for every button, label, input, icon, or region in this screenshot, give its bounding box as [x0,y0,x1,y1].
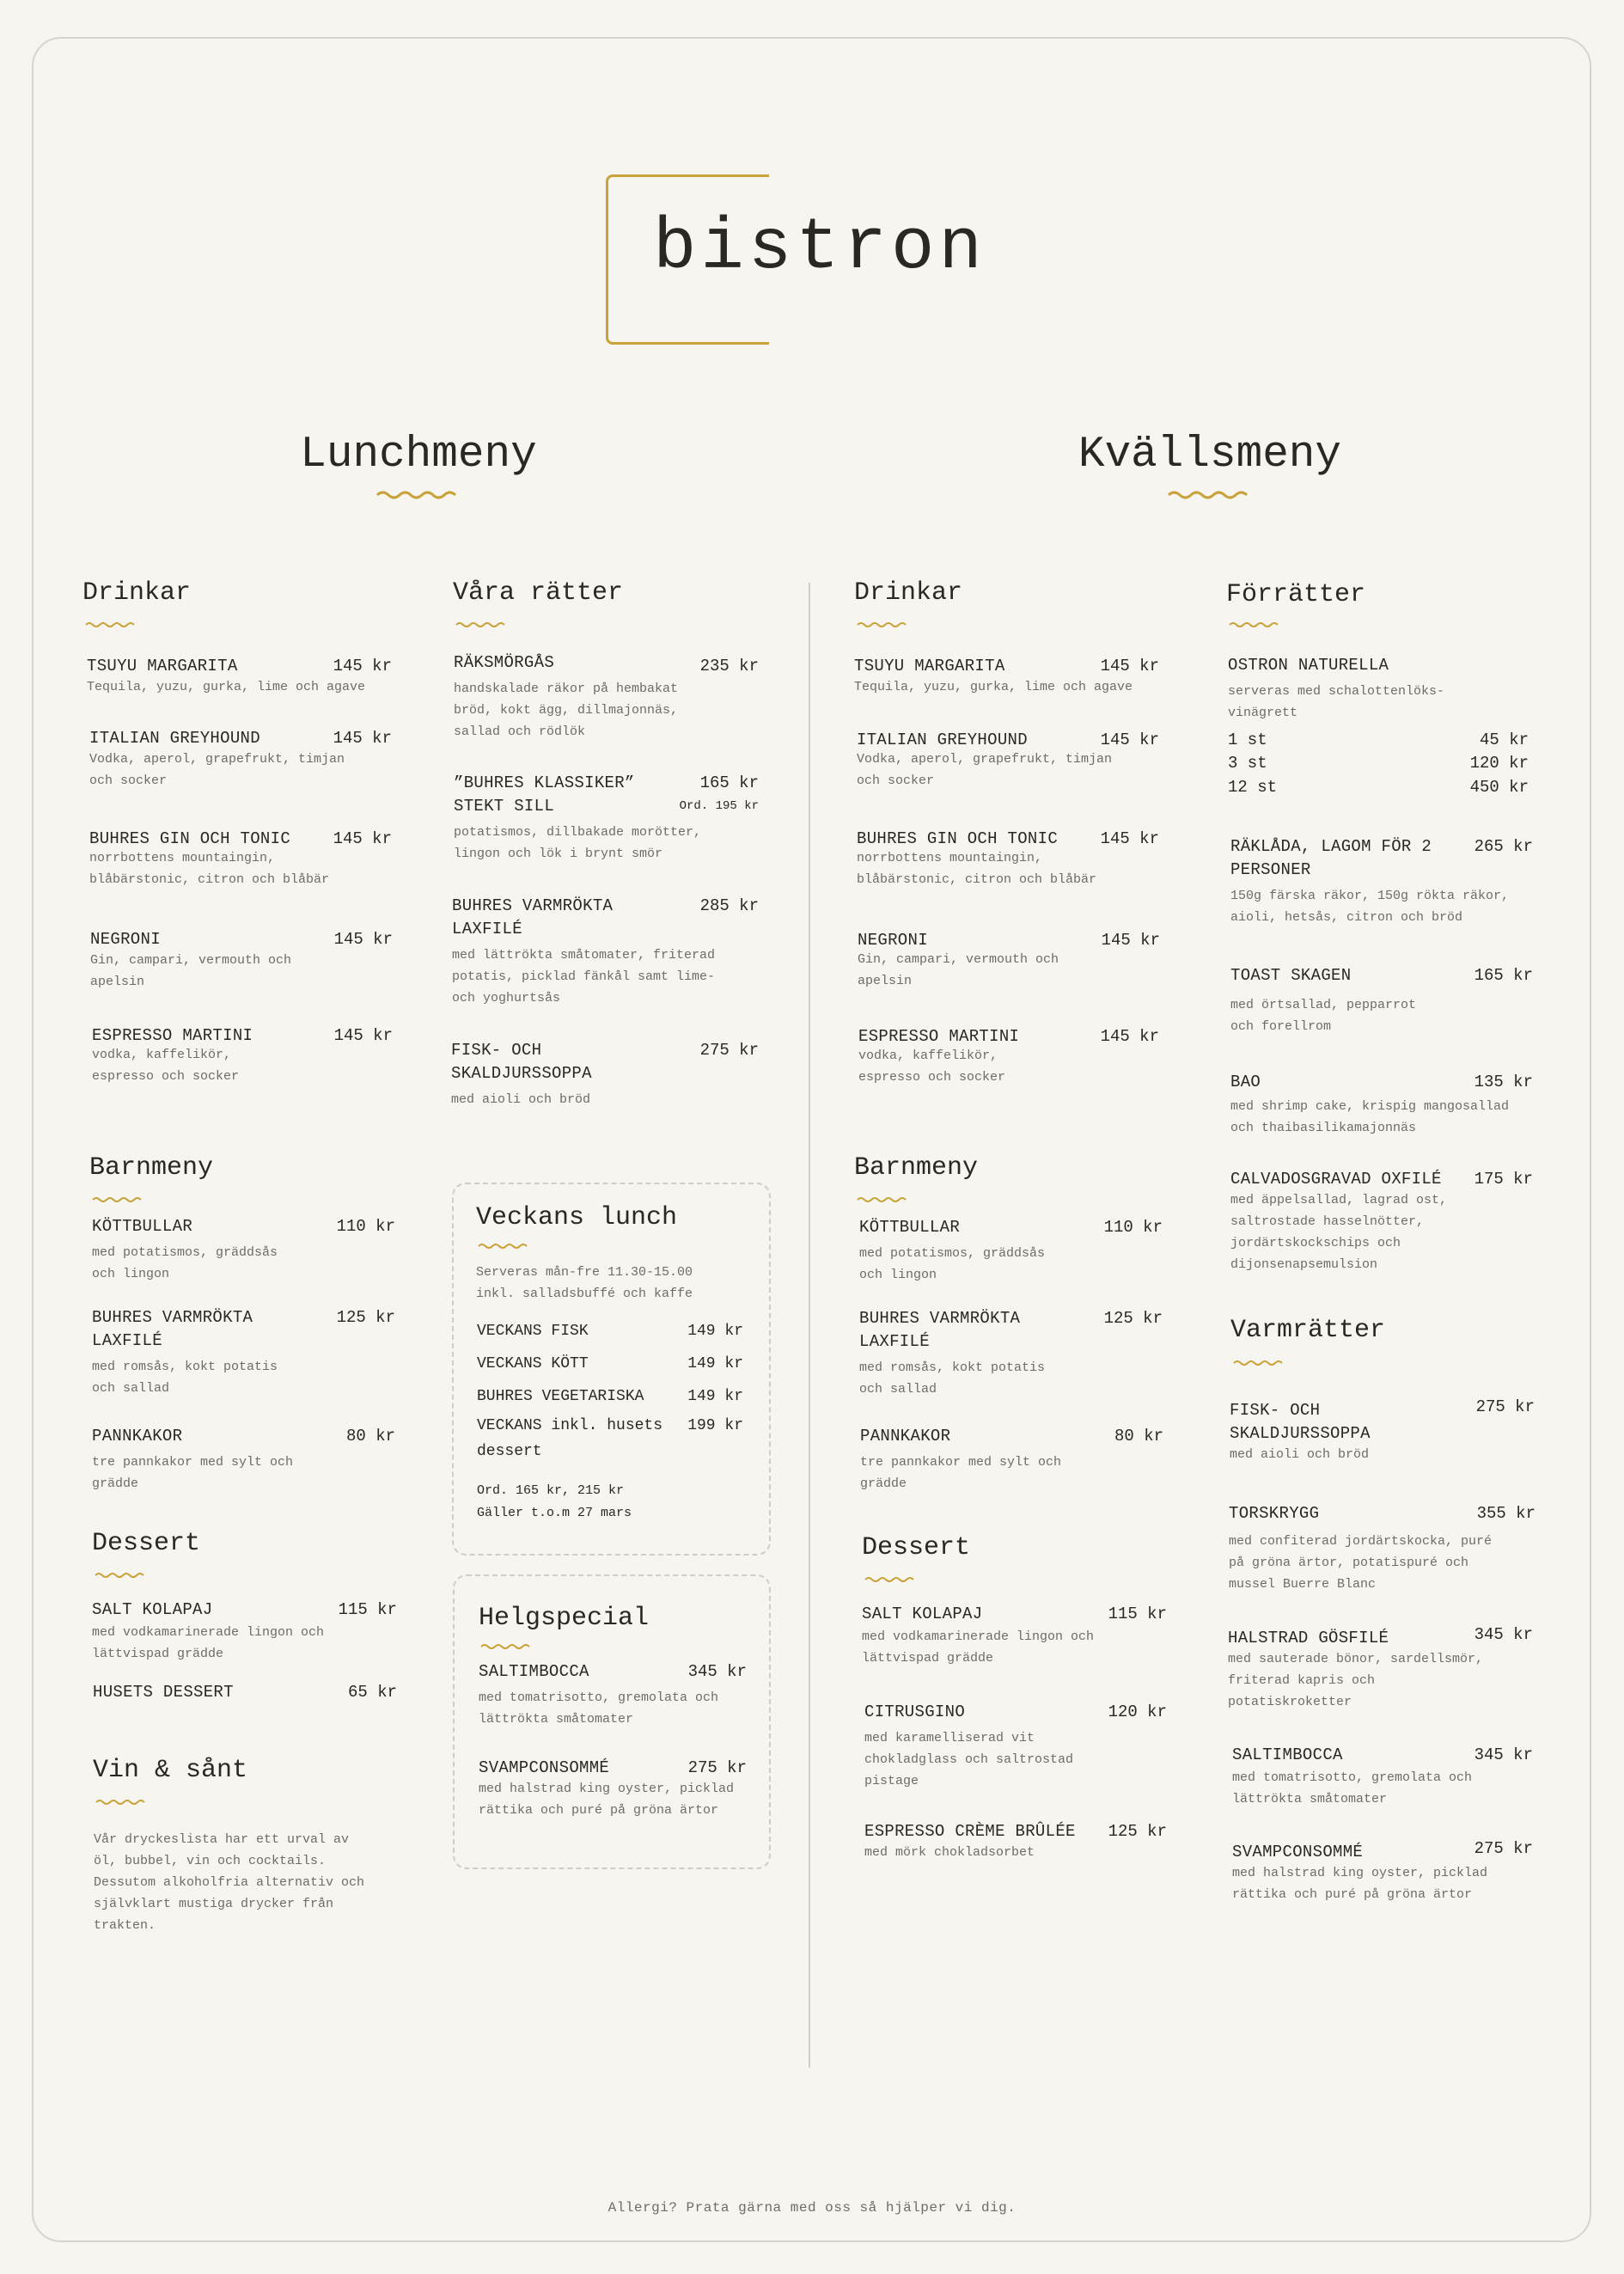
lunch-kids-wave [91,1195,146,1204]
item-name: BUHRES GIN OCH TONIC [857,829,1059,848]
dinner-drinks-wave [856,620,911,629]
weekend-special-heading: Helgspecial [479,1604,650,1633]
item-price: 125 kr [1108,1822,1167,1841]
item-price: 275 kr [1474,1839,1533,1858]
item-name: ”BUHRES KLASSIKER” STEKT SILL [454,773,635,816]
dinner-mains-wave [1232,1359,1287,1367]
item-name: NEGRONI [90,930,161,949]
dinner-main-item [1232,1744,1533,1810]
item-price: 125 kr [336,1308,395,1327]
item-name: PANNKAKOR [92,1427,183,1446]
item-name: RÄKLÅDA, LAGOM FÖR 2 PERSONER [1230,837,1432,879]
dinner-drink-item [857,828,1159,890]
item-price: 235 kr [699,657,759,675]
item-name: ESPRESSO MARTINI [858,1027,1020,1046]
dinner-kids-wave [856,1195,911,1204]
item-desc: vodka, kaffelikör, espresso och socker [92,1048,240,1084]
item-name: PANNKAKOR [860,1427,951,1446]
item-name: BUHRES VARMRÖKTA LAXFILÉ [92,1308,253,1350]
item-price: 145 kr [333,657,392,675]
dinner-dessert-item [862,1603,1167,1669]
item-price: 145 kr [1101,931,1160,950]
lunch-kids-heading: Barnmeny [89,1153,214,1183]
item-desc: med sauterade bönor, sardellsmör, friterad kapris och potatiskroketter [1228,1652,1484,1709]
item-price: 175 kr [1474,1170,1533,1189]
item-name: SALTIMBOCCA [479,1662,589,1681]
dinner-main-item [1228,1627,1533,1713]
dinner-menu-title: Kvällsmeny [1078,431,1342,480]
item-desc: med shrimp cake, krispig mangosallad och thaibasilikamajonnäs [1230,1099,1510,1135]
dinner-drinks-heading: Drinkar [854,578,963,608]
item-price: 355 kr [1476,1504,1535,1523]
item-price: 135 kr [1474,1073,1533,1091]
item-name: RÄKSMÖRGÅS [454,653,555,672]
item-name: TSUYU MARGARITA [87,657,238,675]
dinner-kids-heading: Barnmeny [854,1153,979,1183]
item-price: 145 kr [333,1026,393,1045]
item-price: 165 kr [699,773,759,792]
item-name: SALT KOLAPAJ [92,1600,213,1619]
item-name: TOAST SKAGEN [1230,966,1352,985]
item-name: BUHRES GIN OCH TONIC [89,829,291,848]
item-desc: med romsås, kokt potatis och sallad [859,1360,1046,1397]
lunch-drinks-heading: Drinkar [82,578,192,608]
dinner-dessert-wave [864,1575,919,1584]
item-desc: norrbottens mountaingin, blåbärstonic, citron och blåbär [857,851,1097,887]
lunch-drink-item [92,1024,393,1087]
item-name: FISK- OCH SKALDJURSSOPPA [1230,1401,1371,1443]
item-desc: Vodka, aperol, grapefrukt, timjan och socker [857,752,1113,788]
item-desc: Tequila, yuzu, gurka, lime och agave [854,680,1133,694]
item-name: BUHRES VARMRÖKTA LAXFILÉ [452,896,614,938]
lunch-dessert-heading: Dessert [92,1529,201,1558]
item-name: SALTIMBOCCA [1232,1745,1343,1764]
item-name: SVAMPCONSOMMÉ [1232,1843,1364,1861]
item-price: 145 kr [1100,657,1159,675]
weekend-special-wave [479,1642,534,1651]
item-desc: tre pannkakor med sylt och grädde [860,1455,1062,1491]
item-desc: Tequila, yuzu, gurka, lime och agave [87,680,366,694]
item-name: NEGRONI [858,931,928,950]
option-price: 450 kr [1469,778,1529,797]
item-price: 80 kr [345,1427,395,1446]
row-name: VECKANS FISK [477,1323,589,1340]
item-name: HUSETS DESSERT [93,1683,234,1702]
weekend-special-item [479,1660,747,1730]
item-name: CITRUSGINO [864,1702,966,1721]
item-desc: med lättrökta småtomater, friterad potatis, picklad fänkål samt lime- och yoghurtsås [452,948,716,1006]
item-price: 145 kr [1100,730,1159,749]
lunch-title-wave [375,489,461,501]
lunch-wine-text: Vår dryckeslista har ett urval av öl, bubbel, vin och cocktails. Dessutom alkoholfria alternativ och självklart mustiga drycker från trakten. [94,1832,365,1933]
allergy-footer: Allergi? Prata gärna med oss så hjälper vi dig. [607,2200,1017,2216]
item-name: KÖTTBULLAR [859,1218,961,1237]
lunch-kids-item [92,1215,395,1285]
dinner-drink-item [854,655,1159,698]
lunch-dessert-item [92,1599,397,1665]
lunch-drink-item [89,828,392,890]
option-qty: 12 st [1228,778,1278,797]
option-qty: 3 st [1228,754,1267,773]
item-price: 165 kr [1474,966,1533,985]
item-desc: med karamelliserad vit chokladglass och saltrostad pistage [864,1731,1074,1788]
item-name: CALVADOSGRAVAD OXFILÉ [1230,1170,1442,1189]
item-desc: med vodkamarinerade lingon och lättvispad grädde [92,1625,325,1661]
dinner-drink-item [858,1025,1159,1088]
lunch-drinks-wave [84,620,139,629]
lunch-menu-title: Lunchmeny [300,431,537,480]
dinner-starter-item [1230,835,1533,928]
item-name: BAO [1230,1073,1261,1091]
weekly-lunch-box [452,1183,771,1556]
item-price: 65 kr [347,1683,397,1702]
lunch-dish-item [454,651,759,743]
dinner-starter-item [1230,1168,1533,1275]
item-desc: norrbottens mountaingin, blåbärstonic, citron och blåbär [89,851,330,887]
item-price: 285 kr [699,896,759,915]
dinner-kids-item [859,1307,1163,1400]
lunch-kids-item [92,1425,395,1495]
item-price: 110 kr [1103,1218,1163,1237]
item-desc: med romsås, kokt potatis och sallad [92,1360,278,1396]
dinner-dessert-item [864,1820,1167,1863]
lunch-dish-item [452,895,759,1009]
weekend-special-box [453,1574,771,1869]
dinner-starter-item [1230,964,1533,1037]
dinner-dessert-item [864,1701,1167,1792]
item-desc: med tomatrisotto, gremolata och lättrökta småtomater [1232,1770,1473,1806]
row-price: 149 kr [687,1323,743,1340]
oyster-option-row [1228,776,1529,799]
dinner-kids-item [860,1425,1163,1495]
option-price: 120 kr [1469,754,1529,773]
item-price: 125 kr [1103,1309,1163,1328]
item-ord-price: Ord. 195 kr [679,799,759,813]
item-name: SALT KOLAPAJ [862,1605,983,1623]
item-name: BUHRES VARMRÖKTA LAXFILÉ [859,1309,1021,1351]
lunch-dessert-wave [94,1571,149,1580]
item-desc: med vodkamarinerade lingon och lättvispad grädde [862,1629,1095,1666]
lunch-dishes-heading: Våra rätter [453,578,624,608]
lunch-drink-item [90,928,393,993]
weekly-lunch-row [477,1413,743,1464]
item-desc: med tomatrisotto, gremolata och lättrökta småtomater [479,1690,719,1727]
item-desc: med äppelsallad, lagrad ost, saltrostade hasselnötter, jordärtskockschips och dijonsenapsemulsion [1230,1193,1448,1272]
item-desc: tre pannkakor med sylt och grädde [92,1455,294,1491]
row-name: VECKANS KÖTT [477,1355,589,1372]
item-desc: vodka, kaffelikör, espresso och socker [858,1048,1006,1085]
item-desc: med potatismos, gräddsås och lingon [92,1245,278,1281]
item-price: 110 kr [336,1217,395,1236]
item-price: 145 kr [333,829,392,848]
dinner-starters-wave [1228,620,1283,629]
dinner-title-wave [1167,489,1253,501]
item-name: ITALIAN GREYHOUND [857,730,1028,749]
row-price: 149 kr [687,1388,743,1405]
item-desc: med halstrad king oyster, picklad rättika och puré på gröna ärtor [479,1782,735,1818]
lunch-kids-item [92,1306,395,1399]
lunch-dishes-wave [455,620,510,629]
lunch-wine-heading: Vin & sånt [93,1756,248,1785]
item-price: 145 kr [1100,829,1159,848]
item-desc: potatismos, dillbakade morötter, lingon och lök i brynt smör [454,825,702,861]
dinner-drink-item [858,929,1160,992]
item-desc: med aioli och bröd [1230,1447,1370,1462]
dinner-mains-heading: Varmrätter [1230,1316,1386,1345]
item-price: 275 kr [1475,1397,1535,1416]
item-name: TORSKRYGG [1229,1504,1320,1523]
dinner-main-item [1230,1399,1535,1465]
item-desc: med halstrad king oyster, picklad rättika och puré på gröna ärtor [1232,1866,1488,1902]
item-desc: med confiterad jordärtskocka, puré på gröna ärtor, potatispuré och mussel Buerre Blanc [1229,1534,1493,1592]
item-price: 80 kr [1114,1427,1163,1446]
oyster-option-row [1228,729,1529,752]
item-price: 265 kr [1474,837,1533,856]
item-desc: med aioli och bröd [451,1092,591,1107]
item-desc: 150g färska räkor, 150g rökta räkor, aioli, hetsås, citron och bröd [1230,889,1510,925]
weekly-lunch-row [477,1315,743,1348]
item-desc: handskalade räkor på hembakat bröd, kokt ägg, dillmajonnäs, sallad och rödlök [454,682,679,739]
weekly-lunch-row [477,1380,743,1413]
weekly-lunch-validity: Gäller t.o.m 27 mars [477,1506,632,1520]
item-price: 115 kr [338,1600,397,1619]
item-name: HALSTRAD GÖSFILÉ [1228,1629,1389,1647]
dinner-starter-item [1230,1071,1533,1139]
row-name: VECKANS inkl. husets dessert [477,1417,663,1460]
weekly-lunch-wave [477,1242,532,1250]
item-price: 145 kr [333,729,392,748]
weekly-lunch-heading: Veckans lunch [476,1203,678,1232]
option-qty: 1 st [1228,730,1267,749]
item-price: 145 kr [1100,1027,1159,1046]
center-divider [809,583,810,2068]
item-desc: Gin, campari, vermouth och apelsin [858,952,1059,988]
dinner-dessert-heading: Dessert [862,1533,971,1562]
row-price: 199 kr [687,1417,743,1434]
oyster-item [1228,654,1529,724]
dinner-main-item [1232,1841,1533,1905]
weekly-lunch-ord-note: Ord. 165 kr, 215 kr [477,1483,625,1498]
item-price: 145 kr [333,930,393,949]
lunch-dish-item [454,772,759,865]
item-price: 275 kr [699,1041,759,1060]
item-name: FISK- OCH SKALDJURSSOPPA [451,1041,592,1083]
item-name: ITALIAN GREYHOUND [89,729,260,748]
item-name: SVAMPCONSOMMÉ [479,1758,610,1777]
weekly-lunch-intro: Serveras mån-fre 11.30-15.00 inkl. salladsbuffé och kaffe [476,1265,693,1301]
logo: bistron [653,208,986,290]
item-desc: Gin, campari, vermouth och apelsin [90,953,292,989]
oyster-option-row [1228,752,1529,775]
dinner-starters-heading: Förrätter [1226,580,1366,609]
item-desc: med örtsallad, pepparrot och forellrom [1230,998,1417,1034]
dinner-main-item [1229,1502,1535,1595]
lunch-dish-item [451,1039,759,1110]
item-price: 275 kr [687,1758,747,1777]
item-desc: serveras med schalottenlöks-vinägrett [1228,684,1445,720]
item-desc: Vodka, aperol, grapefrukt, timjan och socker [89,752,345,788]
dinner-drink-item [857,729,1159,792]
lunch-drink-item [87,655,392,698]
dinner-kids-item [859,1216,1163,1286]
option-price: 45 kr [1479,730,1529,749]
row-price: 149 kr [687,1355,743,1372]
item-price: 345 kr [1474,1625,1533,1644]
item-price: 120 kr [1108,1702,1167,1721]
item-name: ESPRESSO CRÈME BRÛLÉE [864,1822,1076,1841]
lunch-wine-wave [95,1798,150,1806]
item-name: KÖTTBULLAR [92,1217,193,1236]
item-price: 115 kr [1108,1605,1167,1623]
lunch-dessert-item [93,1681,397,1704]
row-name: BUHRES VEGETARISKA [477,1388,644,1405]
item-name: TSUYU MARGARITA [854,657,1005,675]
item-desc: med potatismos, gräddsås och lingon [859,1246,1046,1282]
weekly-lunch-row [477,1348,743,1380]
lunch-drink-item [89,727,392,792]
item-desc: med mörk chokladsorbet [864,1845,1035,1860]
item-name: ESPRESSO MARTINI [92,1026,253,1045]
item-name: OSTRON NATURELLA [1228,656,1389,675]
weekend-special-item [479,1757,747,1821]
item-price: 345 kr [687,1662,747,1681]
item-price: 345 kr [1474,1745,1533,1764]
